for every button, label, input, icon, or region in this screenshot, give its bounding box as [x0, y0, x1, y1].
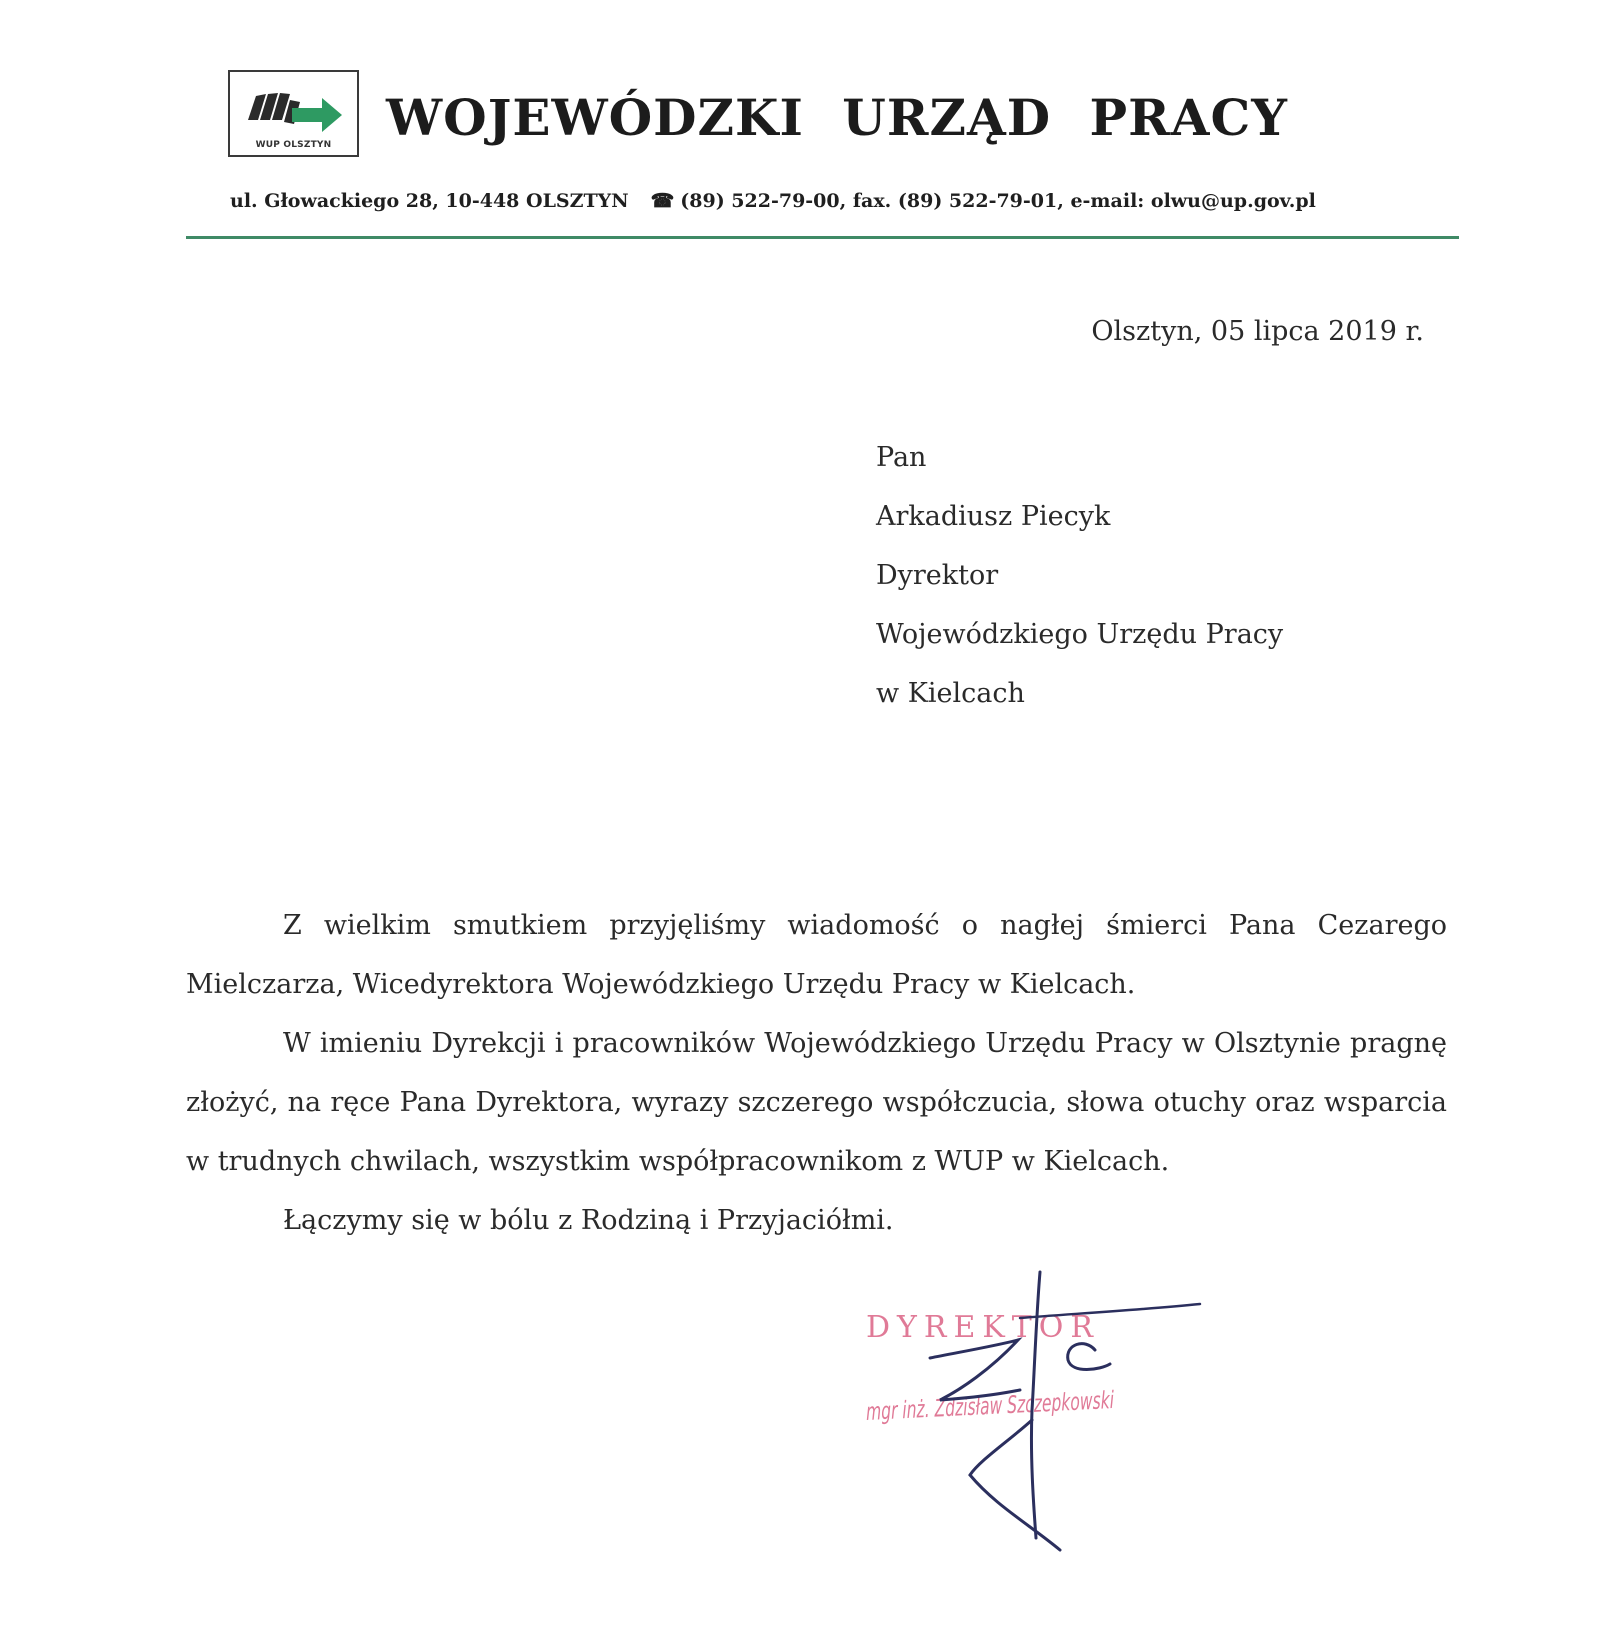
stamp-title: DYREKTOR: [866, 1310, 1100, 1345]
body-paragraph-2: W imieniu Dyrekcji i pracowników Wojewódzkiego Urzędu Pracy w Olsztynie pragnę złożyć, na ręce Pana Dyrektora, wyrazy szczerego współczucia, słowa otuchy oraz wsparcia w trudnych chwilach, wszystkim współpracownikom z WUP w Kielcach.: [186, 1028, 1447, 1177]
contact-details: (89) 522-79-00, fax. (89) 522-79-01, e-mail: olwu@up.gov.pl: [680, 190, 1316, 212]
body-paragraph-1: Z wielkim smutkiem przyjęliśmy wiadomość o nagłej śmierci Pana Cezarego Mielczarza, Wicedyrektora Wojewódzkiego Urzędu Pracy w Kielcach.: [186, 910, 1447, 1000]
stamp-name: mgr inż. Zdzisław Szczepkowski: [865, 1385, 1115, 1426]
phone-icon: ☎: [650, 190, 675, 212]
recipient-institution: Wojewódzkiego Urzędu Pracy: [876, 619, 1284, 650]
postal-address: ul. Głowackiego 28, 10-448 OLSZTYN: [230, 190, 629, 212]
body-paragraph-3: Łączymy się w bólu z Rodziną i Przyjaciółmi.: [283, 1205, 894, 1236]
handwritten-signature: [900, 1260, 1230, 1560]
recipient-block: [876, 428, 1283, 723]
header-divider: [186, 236, 1459, 239]
organization-name: WOJEWÓDZKI URZĄD PRACY: [386, 88, 1288, 147]
logo-arrow-icon: [244, 86, 344, 134]
recipient-position: Dyrektor: [876, 560, 999, 591]
recipient-city: w Kielcach: [876, 678, 1025, 709]
recipient-name: Arkadiusz Piecyk: [876, 501, 1111, 532]
recipient-salutation: Pan: [876, 442, 927, 473]
letterhead-address-line: [230, 190, 1316, 212]
place-and-date: Olsztyn, 05 lipca 2019 r.: [1091, 316, 1424, 347]
organization-logo: [228, 70, 359, 157]
logo-caption: WUP OLSZTYN: [255, 140, 332, 150]
letter-body: [186, 896, 1447, 1250]
